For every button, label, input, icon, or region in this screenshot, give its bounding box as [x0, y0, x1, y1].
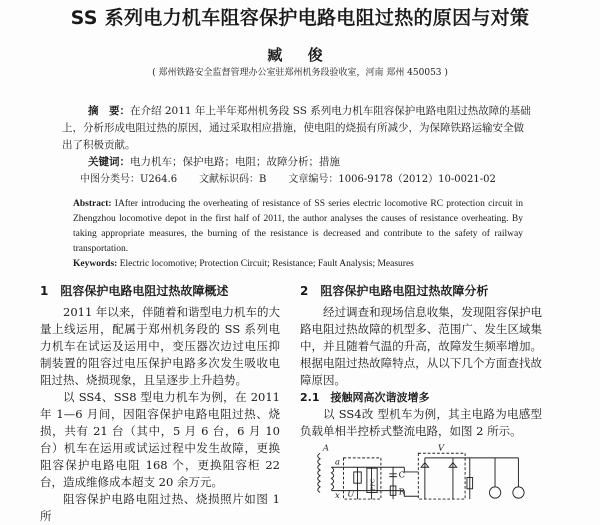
section-1-body [40, 304, 280, 525]
circuit-diagram [305, 442, 541, 500]
transformer-secondary-coil [331, 467, 333, 489]
article-number: 文章编号：1006-9178（2012）10-0021-02 [288, 174, 496, 185]
clc-number: 中图分类号：U264.6 [80, 174, 178, 185]
label-x: x [335, 490, 340, 500]
paragraph: 经过调查和现场信息收集，发现阻容保护电路电阻过热故障的机型多、范围广、发生区域集中，并且随着气温的升高，故障发生频率增加。根据电阻过热故障特点，从以下几个方面查找故障原因。 [300, 305, 542, 387]
section-2-heading: 2 阻容保护电路电阻过热故障分析 [300, 284, 489, 298]
label-V: V [437, 442, 445, 453]
keywords-en [73, 257, 600, 272]
label-A: A [322, 442, 329, 453]
paper-title: SS 系列电力机车阻容保护电路电阻过热的原因与对策 [70, 7, 530, 29]
keywords-en-text: Electric locomotive; Protection Circuit; Resistance; Fault Analysis; Measures [119, 259, 414, 269]
document-code: 文献标识码：B [199, 174, 267, 185]
label-C: C [398, 469, 406, 480]
abstract-en-text: IAfter introducing the overheating of resistance of SS series electric locomotive RC protection circuit in Zhengzhou locomotive depot in the first half of 2011, the author analyses the causes of resistance overheating. By taking appropriate measures, the burning of the resistance is decreased and contribute to the safety of railway transportation. [73, 199, 524, 254]
section-1-heading: 1 阻容保护电路电阻过热故障概述 [40, 284, 229, 298]
section-2-1-heading: 2.1 接触网高次谐波增多 [300, 391, 430, 404]
keywords-cn-label: 关键词： [88, 156, 130, 168]
right-column [300, 282, 542, 525]
author: 臧 俊 [267, 46, 333, 64]
paragraph: 以 SS4改 型机车为例，其主电路为电感型负载单相半控桥式整流电路，如图 2 所示。 [300, 407, 542, 438]
abstract-en [73, 197, 523, 257]
abstract-cn-text: 在介绍 2011 年上半年郑州机务段 SS 系列电力机车阻容保护电路电阻过热故障的基础上，分析形成电阻过热的原因，通过采取相应措施，使电阻的烧损有所减少，为保障铁路运输安全做出了积极贡献。 [62, 105, 531, 151]
label-U: U [347, 488, 355, 499]
section-2-1-body [300, 406, 542, 440]
label-R: R [398, 486, 406, 497]
two-column-body [0, 282, 600, 525]
paragraph: 以 SS4、SS8 型电力机车为例，在 2011 年 1—6 月间，因阻容保护电路电阻过热、烧损，共有 21 台（其中，5 月 6 台，6 月 10 台）机车在运用或试运过程中发生故障，更换阻容保护电路电阻 168 个，更换阻容柜 22 台，造成维修成本超支 20 余万元。 [40, 390, 280, 489]
abstract-cn [62, 103, 534, 154]
keywords-cn [88, 154, 600, 171]
label-PFC: PFC [370, 478, 377, 491]
abstract-en-label: Abstract: [73, 199, 112, 209]
keywords-en-label: Keywords: [73, 259, 118, 269]
affiliation: ( 郑州铁路安全监督管理办公室驻郑州机务段验收室，河南 郑州 450053 ) [152, 68, 448, 78]
section-2-body [300, 304, 542, 389]
abstract-cn-label: 摘 要： [88, 105, 130, 117]
keywords-cn-text: 电力机车；保护电路；电阻；故障分析；措施 [130, 156, 340, 168]
transformer-primary-coil [318, 453, 320, 492]
left-column [40, 282, 280, 525]
label-a: a [335, 456, 341, 467]
paragraph: 2011 年以来，伴随着和谐型电力机车的大量上线运用，配属于郑州机务段的 SS 系列电力机车在试运及运用中，变压器次边过电压抑制装置的阻容过电压保护电路多次发生吸收电阻过热、烧损现象，且呈逐步上升趋势。 [40, 305, 280, 387]
paragraph: 阻容保护电路电阻过热、烧损照片如图 1 所 [40, 492, 280, 523]
classification-line [80, 173, 600, 187]
